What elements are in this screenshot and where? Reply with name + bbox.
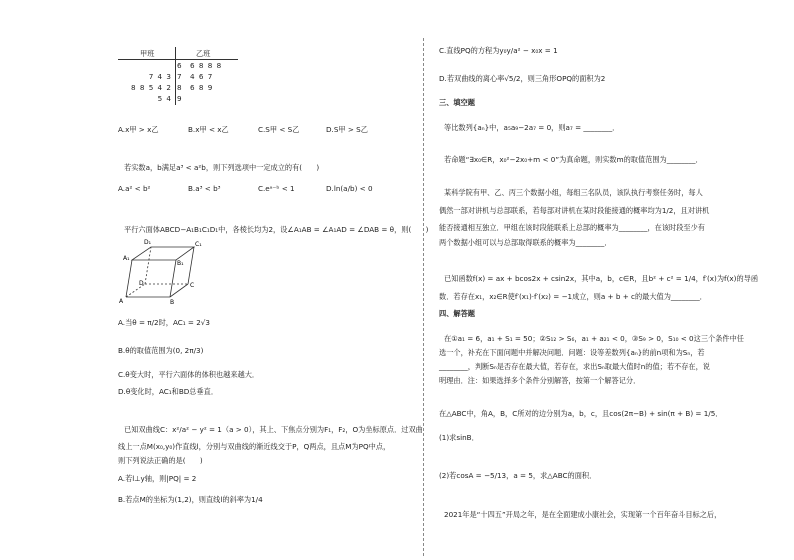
stem-leaf-right-2: 6 8 9 <box>190 83 213 92</box>
q1-option-c: C.S甲 < S乙 <box>258 125 300 134</box>
stem-leaf-header-right: 乙班 <box>196 49 211 58</box>
q4-stem-line1: 已知双曲线C：x²/a² − y² = 1（a > 0），其上、下焦点分别为F₁，F₂，O为坐标原点．过双曲 <box>124 425 423 434</box>
stem-leaf-left-3: 5 4 <box>157 94 171 103</box>
fill-question-3-line2: 偶然一部对讲机与总部联系，若每部对讲机在某时段能接通的概率均为1/2，且对讲机 <box>439 206 710 215</box>
answer-question-2-part2: (2)若cosA = −5/13，a = 5，求△ABC的面积． <box>439 471 597 480</box>
fill-question-4-line1: 已知函数f(x) = ax + bcos2x + csin2x，其中a，b，c∈R，且b² + c² = 1/4，f′(x)为f(x)的导函 <box>444 274 759 283</box>
edge-b-b1 <box>170 260 176 297</box>
answer-question-2-part1: (1)求sinB． <box>439 433 479 442</box>
q4-option-a: A.若l⊥y轴，则|PQ| = 2 <box>118 474 197 483</box>
q4-stem-line3: 则下列说法正确的是( ) <box>118 456 203 465</box>
q2-option-a: A.a² < b² <box>118 184 151 193</box>
stem-leaf-left-1: 7 4 3 <box>148 72 171 81</box>
edge-a-a1 <box>126 260 132 297</box>
answer-question-2-stem: 在△ABC中，角A，B，C所对的边分别为a，b，c，且cos(2π−B) + sin(π + B) = 1/5． <box>439 409 723 418</box>
q3-option-a: A.当θ = π/2时，AC₁ = 2√3 <box>118 318 210 327</box>
answer-question-1-line2: 选一个，补充在下面问题中并解决问题．问题：设等差数列{aₙ}的前n项和为Sₙ，若 <box>439 348 705 357</box>
stem-leaf-stem-1: 7 <box>177 72 182 81</box>
answer-question-1-line3: ________，判断Sₙ是否存在最大值，若存在，求出Sₙ取最大值时n的值；若不存在，说 <box>439 362 710 371</box>
fill-question-1: 等比数列{aₙ}中，a₅a₉−2a₇ = 0，则a₇ = ________． <box>444 123 620 132</box>
parallelepiped-figure <box>118 234 210 306</box>
q2-option-b: B.a³ < b³ <box>188 184 221 193</box>
vertex-label-c1: C₁ <box>195 241 202 248</box>
q4-option-b: B.若点M的坐标为(1,2)，则直线l的斜率为1/4 <box>118 495 263 504</box>
stem-leaf-right-0: 6 8 8 8 <box>190 61 222 70</box>
fill-question-3-line4: 两个数据小组可以与总部取得联系的概率为________． <box>439 238 612 247</box>
q2-option-d: D.ln(a/b) < 0 <box>326 184 373 193</box>
q4-option-c: C.直线PQ的方程为y₀y/a² − x₀x = 1 <box>439 46 558 55</box>
q4-option-d: D.若双曲线的离心率√5/2，则三角形OPQ的面积为2 <box>439 74 606 83</box>
edge-top <box>132 247 194 260</box>
vertex-label-d: D <box>139 280 144 287</box>
stem-leaf-vline <box>175 47 176 105</box>
q3-option-b: B.θ的取值范围为(0, 2π/3) <box>118 346 204 355</box>
answer-question-1-line4: 明理由．注：如果选择多个条件分别解答，按第一个解答记分． <box>439 376 641 385</box>
q2-option-c: C.eᵃ⁻ᵇ < 1 <box>258 184 295 193</box>
stem-leaf-stem-0: 6 <box>177 61 182 70</box>
column-divider <box>423 38 424 556</box>
vertex-label-b: B <box>170 299 175 306</box>
fill-question-2: 若命题“∃x₀∈R，x₀²−2x₀+m < 0”为真命题，则实数m的取值范围为________． <box>444 155 703 164</box>
vertex-label-d1: D₁ <box>144 239 152 246</box>
stem-leaf-hline <box>118 59 238 60</box>
stem-leaf-header-left: 甲班 <box>140 49 155 58</box>
fill-question-3-line1: 某科学院有甲、乙、丙三个数据小组，每组三名队员，该队执行考察任务时，每人 <box>444 188 703 197</box>
stem-leaf-right-1: 4 6 7 <box>190 72 213 81</box>
section-fill-in-heading: 三、填空题 <box>439 98 475 107</box>
edge-b-c <box>170 284 188 297</box>
fill-question-4-line2: 数．若存在x₁，x₂∈R使f′(x₁)·f′(x₂) = −1成立，则a + b + c的最大值为________． <box>439 292 707 301</box>
section-answer-heading: 四、解答题 <box>439 309 475 318</box>
vertex-label-a1: A₁ <box>123 255 130 262</box>
vertex-label-c: C <box>190 282 195 289</box>
answer-question-3-line1: 2021年是“十四五”开局之年，是在全面建成小康社会，实现第一个百年奋斗目标之后， <box>444 510 722 519</box>
stem-leaf-stem-3: 9 <box>177 94 182 103</box>
vertex-label-b1: B₁ <box>177 260 184 267</box>
q2-stem: 若实数a，b满足a³ < a²b，则下列选项中一定成立的有( ) <box>124 163 320 172</box>
q1-option-b: B.x甲 < x乙 <box>188 125 229 134</box>
q1-option-a: A.x甲 > x乙 <box>118 125 159 134</box>
vertex-label-a: A <box>119 298 124 305</box>
stem-leaf-left-2: 8 8 5 4 2 <box>130 83 171 92</box>
answer-question-1-line1: 在①a₁ = 6，a₁ + S₁ = 50；②S₁₂ > S₆，a₁ + a₂₁ < 0，③S₉ > 0，S₁₀ < 0这三个条件中任 <box>444 334 744 343</box>
edge-d-d1 <box>145 247 151 284</box>
q1-option-d: D.S甲 > S乙 <box>326 125 368 134</box>
edge-c-c1 <box>188 247 194 284</box>
fill-question-3-line3: 能否接通相互独立．甲组在该时段能联系上总部的概率为________，在该时段至少有 <box>439 223 705 232</box>
q3-option-c: C.θ变大时，平行六面体的体积也越来越大． <box>118 370 260 379</box>
q4-stem-line2: 线上一点M(x₀,y₀)作直线l，分别与双曲线的渐近线交于P，Q两点，且点M为PQ中点， <box>118 442 391 451</box>
q3-stem: 平行六面体ABCD−A₁B₁C₁D₁中，各棱长均为2，设∠A₁AB = ∠A₁AD = ∠DAB = θ，则( ) <box>124 225 429 234</box>
stem-leaf-stem-2: 8 <box>177 83 182 92</box>
q3-option-d: D.θ变化时，AC₁和BD总垂直． <box>118 387 219 396</box>
